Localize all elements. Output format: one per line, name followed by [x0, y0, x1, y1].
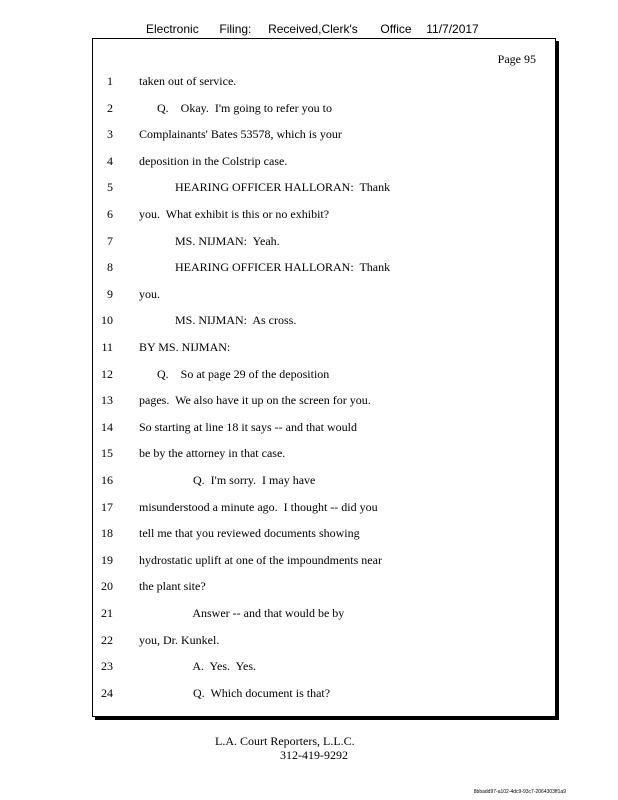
line-number: 8 — [107, 260, 113, 275]
line-text: Complainants' Bates 53578, which is your — [139, 127, 342, 142]
line-text: So starting at line 18 it says -- and that would — [139, 419, 357, 434]
page-number: Page 95 — [497, 52, 536, 66]
line-number: 4 — [107, 153, 113, 168]
line-text: Q. So at page 29 of the deposition — [139, 366, 330, 381]
line-number: 17 — [101, 499, 113, 514]
document-id: 8bbadd97-a102-4dc9-93c7-2064303ff1a9 — [473, 789, 566, 795]
line-text: BY MS. NIJMAN: — [139, 340, 231, 354]
filing-header-filing: Filing: — [219, 22, 252, 36]
line-number: 3 — [107, 127, 113, 142]
line-text: A. Yes. Yes. — [139, 659, 257, 674]
line-number: 21 — [101, 606, 113, 620]
line-text: MS. NIJMAN: Yeah. — [139, 233, 280, 248]
line-number: 7 — [107, 233, 113, 248]
line-text: you, Dr. Kunkel. — [139, 632, 220, 647]
footer-phone: 312-419-9292 — [280, 748, 348, 762]
line-text: taken out of service. — [139, 74, 237, 88]
line-number: 12 — [101, 366, 113, 381]
line-number: 16 — [101, 473, 113, 487]
line-number: 5 — [107, 180, 113, 195]
line-text: the plant site? — [139, 579, 206, 594]
line-number: 2 — [107, 100, 113, 115]
line-text: you. What exhibit is this or no exhibit? — [139, 207, 330, 221]
line-text: HEARING OFFICER HALLORAN: Thank — [139, 260, 391, 275]
line-number: 6 — [107, 207, 113, 221]
line-number: 11 — [101, 340, 113, 354]
line-number: 22 — [101, 632, 113, 647]
filing-header-date: 11/7/2017 — [426, 22, 479, 36]
line-text: deposition in the Colstrip case. — [139, 153, 288, 168]
line-number: 9 — [107, 286, 113, 301]
line-text: misunderstood a minute ago. I thought -- did you — [139, 499, 378, 514]
filing-header-received: Received,Clerk's — [268, 22, 358, 36]
line-text: you. — [139, 286, 160, 301]
line-text: hydrostatic uplift at one of the impoundments near — [139, 552, 382, 567]
filing-header-electronic: Electronic — [146, 22, 199, 36]
filing-header — [146, 22, 479, 36]
line-number: 1 — [107, 74, 113, 88]
line-number: 19 — [101, 552, 113, 567]
filing-header-office: Office — [380, 22, 412, 36]
line-text: Answer -- and that would be by — [139, 606, 345, 620]
line-text: pages. We also have it up on the screen for you. — [139, 393, 371, 408]
line-number: 15 — [101, 446, 113, 461]
line-number: 18 — [101, 526, 113, 541]
line-text: Q. Okay. I'm going to refer you to — [139, 100, 333, 115]
line-text: MS. NIJMAN: As cross. — [139, 313, 297, 328]
line-number: 10 — [101, 313, 113, 328]
line-number: 14 — [101, 419, 113, 434]
footer-company: L.A. Court Reporters, L.L.C. — [215, 734, 355, 748]
line-text: HEARING OFFICER HALLORAN: Thank — [139, 180, 391, 195]
line-number: 23 — [101, 659, 113, 674]
line-number: 20 — [101, 579, 113, 594]
line-text: tell me that you reviewed documents showing — [139, 526, 360, 541]
line-number: 13 — [101, 393, 113, 408]
line-text: be by the attorney in that case. — [139, 446, 286, 461]
transcript-page — [92, 38, 556, 717]
line-number: 24 — [101, 685, 113, 700]
line-text: Q. Which document is that? — [139, 685, 331, 700]
line-text: Q. I'm sorry. I may have — [139, 473, 316, 487]
